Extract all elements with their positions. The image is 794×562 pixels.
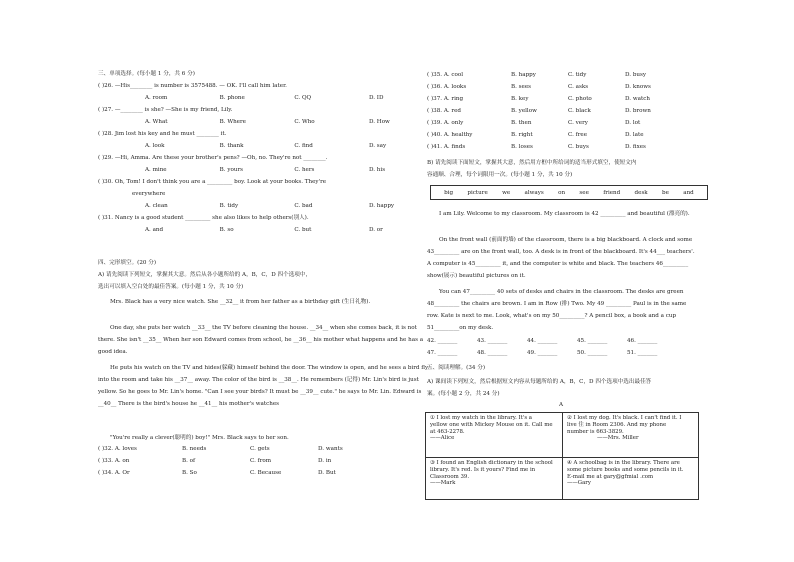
cloze-paragraph-3: He puts his watch on the TV and hides(躲藏) himself behind the door. The window is open, and he sees a bird fly into the room and take his __37__ away. The color of the bird is __38__. He remembers (记得) Mr. Lin's bird is just yellow. So he goes to Mr. Lin's home. "Can I see your birds? It must be __39__ cute." he says to Mr. Lin. Edward is __40__ There is the bird's house he __41__ his mother's watches <box>98 365 429 407</box>
word-bank-item: always <box>524 189 544 196</box>
notice-3: ③ I found an English dictionary in the school library. It's red. Is it yours? Find me in Classroom 39. ——Mark <box>430 460 553 487</box>
answer-blank[interactable]: 48. _______ <box>477 350 508 356</box>
part-b-instruction-1: B) 请先阅读下面短文，掌握其大意，然后用方框中所给词的适当形式填空，使短文内 <box>427 160 637 166</box>
question-29: ( )29. —Hi, Amma. Are these your brother's pens? —Oh, no. They're not ________. <box>98 155 328 162</box>
answer-blank[interactable]: 45. _______ <box>577 338 608 344</box>
question-31: ( )31. Nancy is a good student _________ she also likes to help others(别人). <box>98 215 309 222</box>
section-4-instruction-1: A) 请先阅读下列短文，掌握其大意。然后从各小题所给的 A，B，C，D 四个选项中， <box>98 272 312 278</box>
answer-blank[interactable]: 43. _______ <box>477 338 508 344</box>
options-35: ( )35. A. cool B. happy C. tidy D. busy <box>427 72 647 79</box>
options-41: ( )41. A. finds B. loses C. buys D. fixes <box>427 144 646 151</box>
passage-b-paragraph-1: I am Lily. Welcome to my classroom. My classroom is 42 _________ and beautiful (漂亮的). <box>439 211 690 217</box>
word-bank-item: picture <box>467 189 488 196</box>
section-3-questions <box>98 81 428 237</box>
passage-a-label: A <box>559 402 564 408</box>
options-34: ( )34. A. Or B. So C. Because D. But <box>98 470 336 477</box>
word-bank-item: big <box>444 189 454 196</box>
question-30: ( )30. Oh, Tom! I don't think you are a _________ boy. Look at your books. They're <box>98 179 327 186</box>
options-26: A. room B. phone C. QQ D. ID <box>145 95 384 102</box>
word-bank-item: see <box>579 189 589 196</box>
options-27: A. What B. Where C. Who D. How <box>145 119 390 126</box>
cloze-paragraph-4: "You're really a clever(聪明的) boy!" Mrs. Black says to her son. <box>110 435 289 441</box>
cloze-options-left <box>98 444 428 480</box>
options-32: ( )32. A. loves B. needs C. gets D. wants <box>98 446 343 453</box>
answer-blanks-row-1 <box>427 336 717 348</box>
cloze-paragraph-1: Mrs. Black has a very nice watch. She __32__ it from her father as a birthday gift (生日礼物). <box>110 299 371 305</box>
answer-blank[interactable]: 44. _______ <box>527 338 558 344</box>
word-bank-item: and <box>683 189 694 196</box>
options-29: A. mine B. yours C. hers D. his <box>145 167 386 174</box>
word-bank <box>430 185 708 200</box>
options-30: A. clean B. tidy C. bad D. happy <box>145 203 395 210</box>
answer-blank[interactable]: 49. _______ <box>527 350 558 356</box>
options-33: ( )33. A. on B. of C. from D. in <box>98 458 332 465</box>
answer-blank[interactable]: 51. _______ <box>627 350 658 356</box>
word-bank-item: we <box>502 189 511 196</box>
cloze-options-right <box>427 70 727 154</box>
notice-1: ① I lost my watch in the library. It's a yellow one with Mickey Mouse on it. Call me at 463-2278. ——Alice <box>430 415 553 442</box>
notice-board <box>425 412 699 500</box>
section-5-instruction-2: 案。(每小题 2 分，共 24 分) <box>427 391 500 397</box>
notice-2: ② I lost my dog. It's black. I can't find it. I live 住 in Room 2306. And my phone number is 663-3829. ——Mrs. Miller <box>567 415 682 442</box>
section-5-instruction-1: A) 课间读下列短文，然后根据短文内容从每题所给的 A，B，C，D 四个选项中选出最佳答 <box>427 379 652 385</box>
options-28: A. look B. thank C. find D. say <box>145 143 387 150</box>
word-bank-item: friend <box>603 189 621 196</box>
options-39: ( )39. A. only B. then C. very D. lot <box>427 120 641 127</box>
notice-4: ④ A schoolbag is in the library. There are some picture books and some pencils in it. E-mail me at gary@gfmial .com ——Gary <box>567 460 684 487</box>
part-b-instruction-2: 容通顺、合理，每个词限用一次。(每小题 1 分，共 10 分) <box>427 172 573 178</box>
answer-blank[interactable]: 47. _______ <box>427 350 458 356</box>
question-27: ( )27. —________ is she? —She is my friend, Lily. <box>98 107 233 114</box>
answer-blanks-row-2 <box>427 348 717 360</box>
options-37: ( )37. A. ring B. key C. photo D. watch <box>427 96 650 103</box>
section-3-heading: 三、单项选择。(每小题 1 分，共 6 分) <box>98 71 195 77</box>
options-38: ( )38. A. red B. yellow C. black D. brown <box>427 108 651 115</box>
question-28: ( )28. Jim lost his key and he must ________ it. <box>98 131 227 138</box>
passage-b-paragraph-2: On the front wall (前面的墙) of the classroom, there is a big blackboard. A clock and some 43_________ are on the front wall, too. A desk is in front of the blackboard. It's 44___ teachers'. A computer is 45_________ it, and the computer is white and black. The teachers 46_________ show(展示) beautiful pictures on it. <box>427 237 695 279</box>
options-36: ( )36. A. looks B. sees C. asks D. knows <box>427 84 651 91</box>
answer-blank[interactable]: 50. _______ <box>577 350 608 356</box>
word-bank-item: desk <box>634 189 648 196</box>
section-4-heading: 四、完形填空。(20 分) <box>98 260 157 266</box>
section-5-heading: 五、阅读理解。(34 分) <box>427 365 486 371</box>
word-bank-item: be <box>662 189 669 196</box>
passage-b-paragraph-3: You can 47_________ 40 sets of desks and chairs in the classroom. The desks are green 48_________ the chairs are brown. I am in Row (排) Two. My 49 _________ Paul is in the same row. Kate is next to me. Look, what's on my 50_________? A pencil box, a book and a cup 51_________on my desk. <box>427 289 687 331</box>
answer-blank[interactable]: 42. _______ <box>427 338 458 344</box>
options-31: A. and B. so C. but D. or <box>145 227 383 234</box>
options-40: ( )40. A. healthy B. right C. free D. late <box>427 132 644 139</box>
word-bank-item: on <box>558 189 566 196</box>
question-30-cont: everywhere <box>132 191 166 198</box>
section-4-instruction-2: 选出可以填入空白处的最佳答案。(每小题 1 分，共 10 分) <box>98 284 244 290</box>
question-26: ( )26. —His________ is number is 3575488. — OK. I'll call him later. <box>98 83 287 90</box>
cloze-paragraph-2: One day, she puts her watch __33__ the TV before cleaning the house. __34__ when she comes back, it is not there. She isn't __35__ When her son Edward comes from school, he __36__ his mother what happens and he has a good idea. <box>98 325 424 355</box>
answer-blank[interactable]: 46. _______ <box>627 338 658 344</box>
